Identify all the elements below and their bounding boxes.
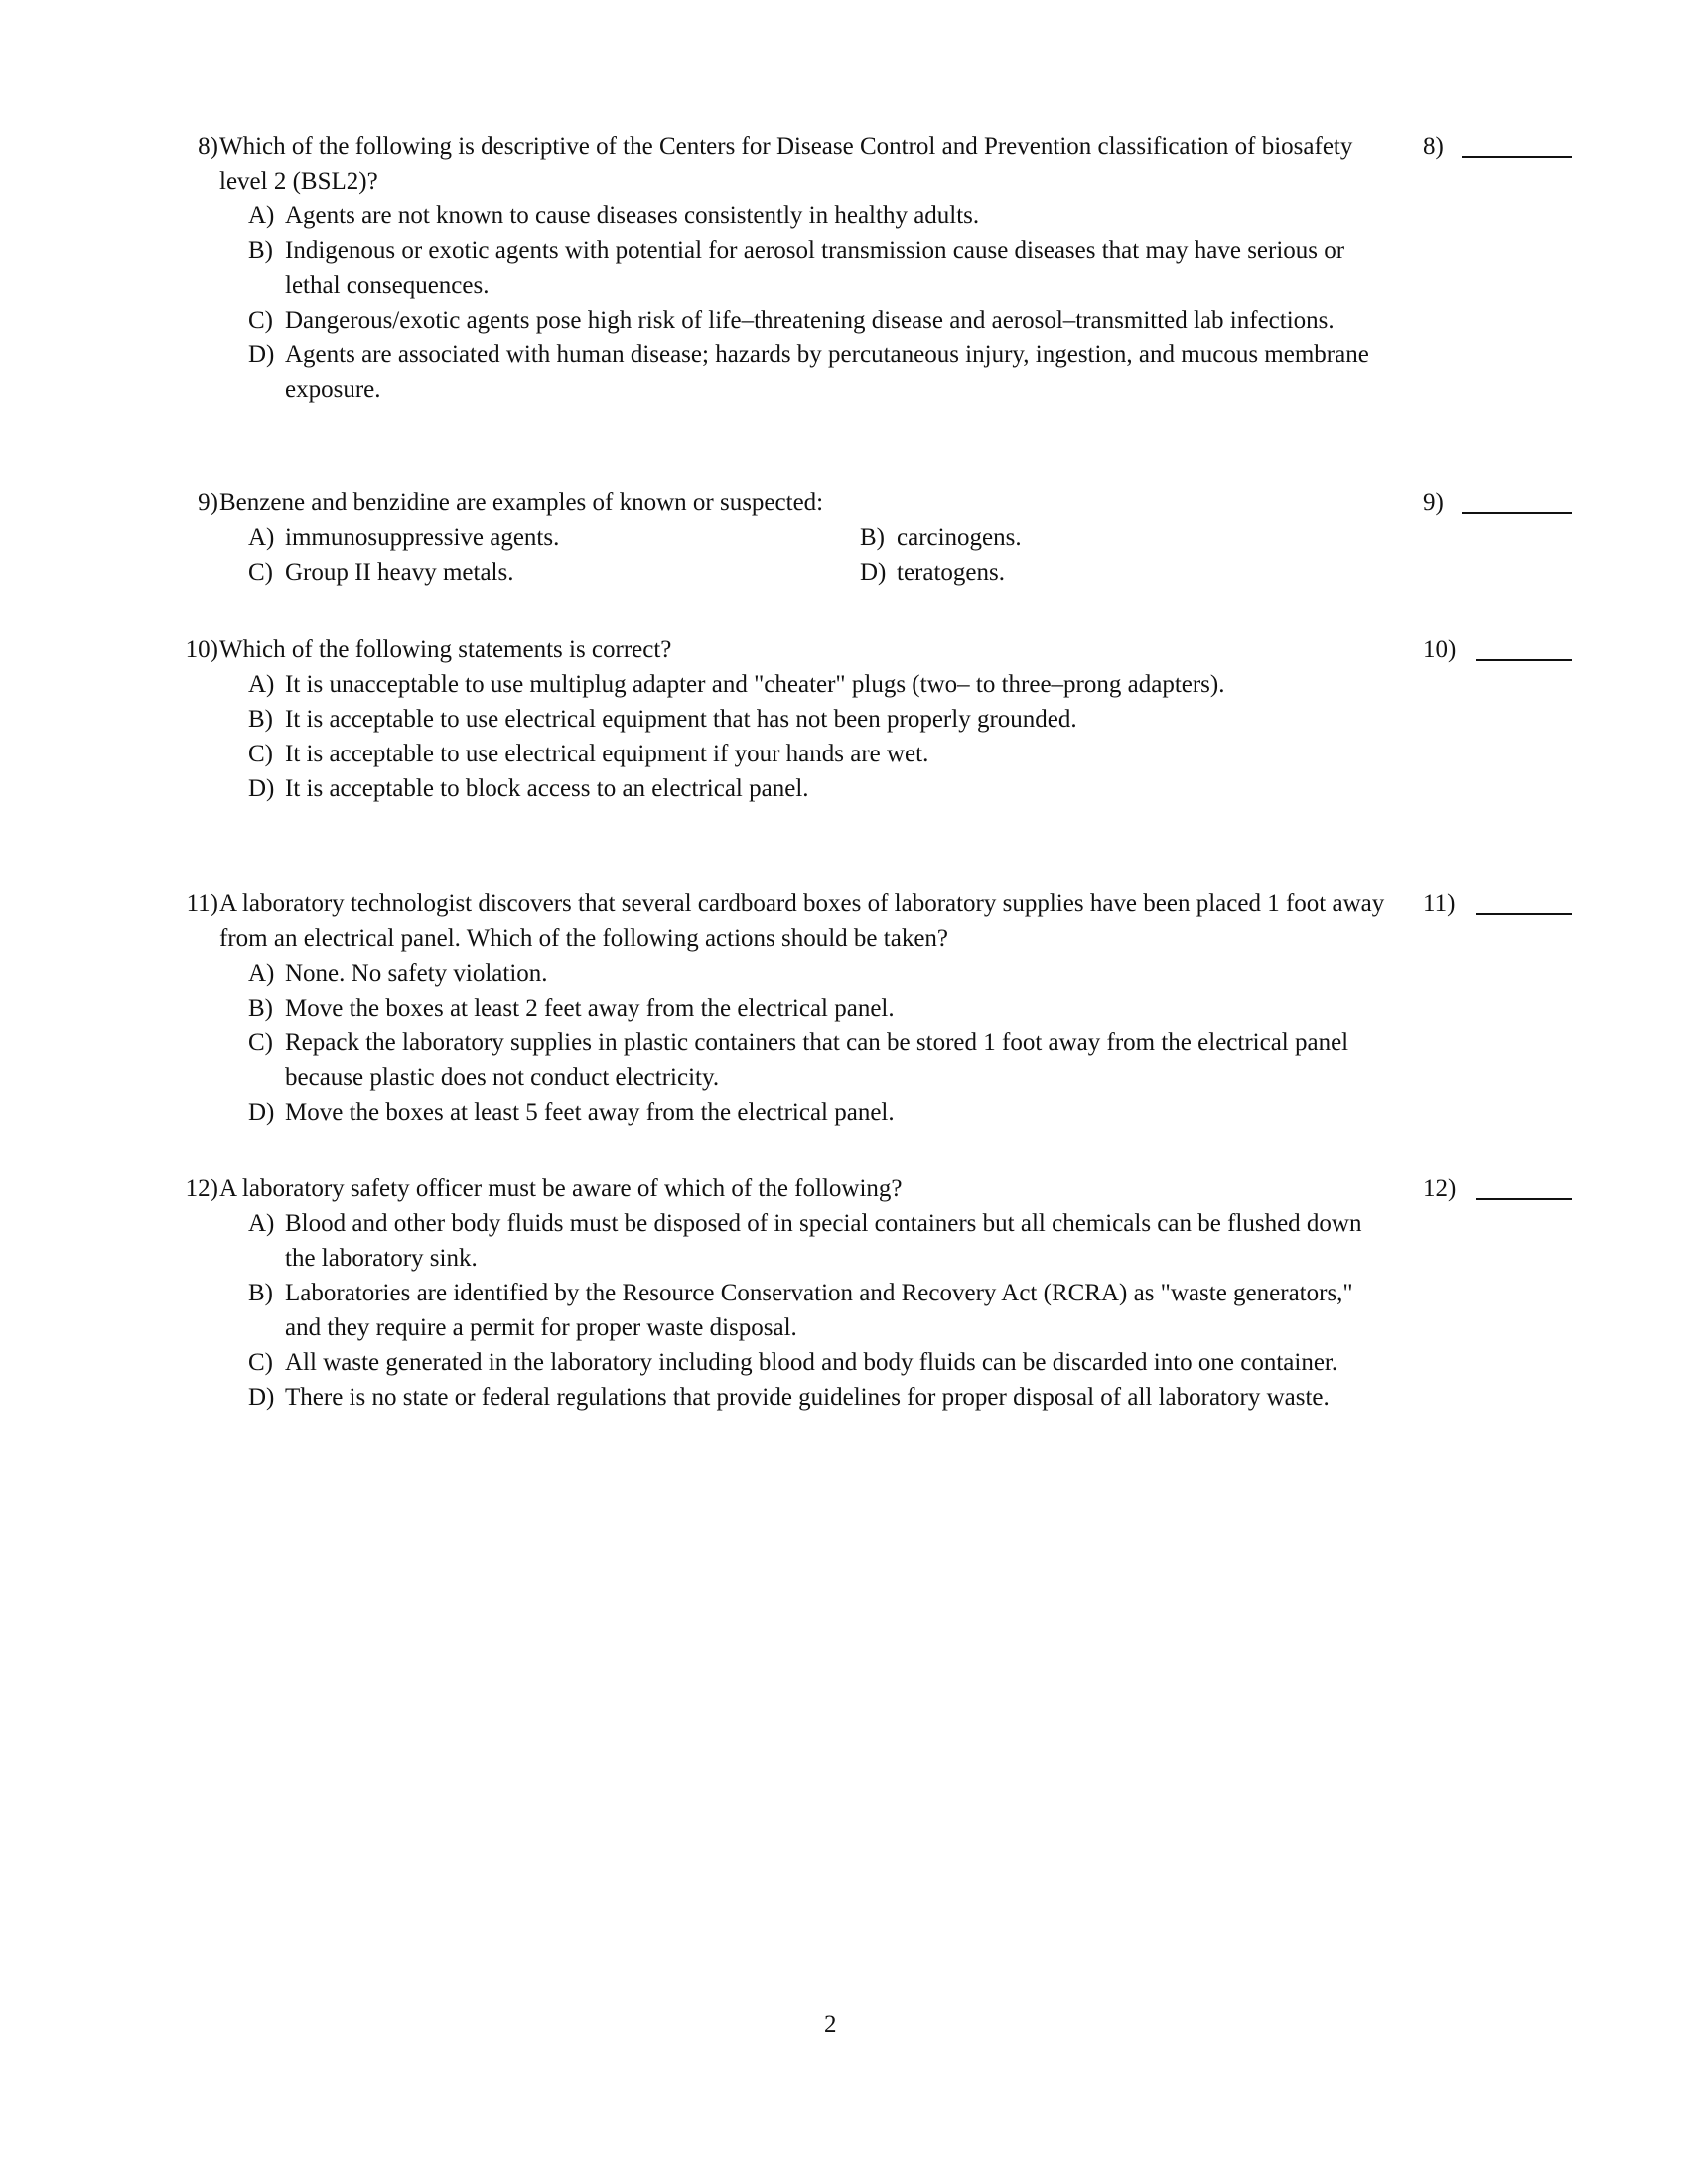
answer-blank[interactable] [1476,1198,1572,1200]
answer-number: 9) [1423,489,1444,516]
question-stem: A laboratory safety officer must be aware of which of the following? [219,1175,903,1202]
answer-option [248,1025,1390,1095]
option-label: B) [860,524,885,551]
answer-option [248,555,860,590]
option-label: D) [860,559,887,586]
option-text: carcinogens. [897,524,1022,551]
question-number: 10) [185,636,218,663]
option-text: All waste generated in the laboratory including blood and body fluids can be discarded into one container. [285,1349,1338,1376]
option-label: B) [248,237,273,264]
answer-blank[interactable] [1462,156,1572,158]
answer-option [248,737,1390,771]
question-stem: Benzene and benzidine are examples of known or suspected: [219,489,824,516]
option-text: There is no state or federal regulations that provide guidelines for proper disposal of all laboratory waste. [285,1384,1330,1411]
option-text: Group II heavy metals. [285,559,514,586]
option-label: A) [248,1210,275,1237]
option-text: Move the boxes at least 5 feet away from the electrical panel. [285,1099,895,1126]
answer-option [248,991,1390,1025]
option-text: It is acceptable to block access to an electrical panel. [285,775,809,802]
option-text: Agents are not known to cause diseases consistently in healthy adults. [285,203,980,229]
answer-number: 12) [1423,1175,1457,1202]
answer-option [248,667,1390,702]
option-label: A) [248,671,275,698]
option-label: A) [248,524,275,551]
answer-number: 11) [1423,890,1456,917]
answer-option [248,199,1390,233]
question-stem: Which of the following statements is correct? [219,636,672,663]
option-label: C) [248,741,273,767]
page-number: 2 [824,2011,837,2038]
option-text: It is acceptable to use electrical equipment if your hands are wet. [285,741,929,767]
answer-option [248,338,1390,407]
option-label: B) [248,706,273,733]
question-number: 9) [198,489,218,516]
option-label: D) [248,775,275,802]
option-text: Repack the laboratory supplies in plastic containers that can be stored 1 foot away from the electrical panel because plastic does not conduct electricity. [285,1029,1349,1091]
answer-option [860,520,1257,555]
answer-option [248,303,1390,338]
option-text: Dangerous/exotic agents pose high risk of life–threatening disease and aerosol–transmitted lab infections. [285,307,1335,334]
option-text: immunosuppressive agents. [285,524,560,551]
option-label: C) [248,559,273,586]
answer-option [248,1276,1390,1345]
option-text: teratogens. [897,559,1005,586]
option-text: It is unacceptable to use multiplug adapter and "cheater" plugs (two– to three–prong adapters). [285,671,1225,698]
question-number: 12) [185,1175,218,1202]
option-label: C) [248,307,273,334]
answer-option [248,956,1390,991]
answer-option [248,1206,1390,1276]
option-text: Indigenous or exotic agents with potential for aerosol transmission cause diseases that may have serious or lethal consequences. [285,237,1345,299]
answer-number: 10) [1423,636,1457,663]
answer-option [248,1095,1390,1130]
answer-blank[interactable] [1462,512,1572,514]
option-label: D) [248,1099,275,1126]
option-text: It is acceptable to use electrical equipment that has not been properly grounded. [285,706,1077,733]
option-label: A) [248,960,275,987]
option-text: Blood and other body fluids must be disposed of in special containers but all chemicals can be flushed down the laboratory sink. [285,1210,1362,1272]
answer-option [248,771,1390,806]
option-label: A) [248,203,275,229]
answer-blank[interactable] [1476,913,1572,915]
question-number: 11) [186,890,218,917]
answer-number: 8) [1423,133,1444,160]
option-label: C) [248,1349,273,1376]
option-text: Agents are associated with human disease; hazards by percutaneous injury, ingestion, and mucous membrane exposure. [285,341,1369,403]
answer-option [248,1345,1390,1380]
option-text: Move the boxes at least 2 feet away from the electrical panel. [285,995,895,1022]
answer-option [248,520,860,555]
option-label: D) [248,341,275,368]
option-label: D) [248,1384,275,1411]
option-label: B) [248,995,273,1022]
answer-option [248,1380,1390,1415]
option-label: C) [248,1029,273,1056]
question-stem: A laboratory technologist discovers that several cardboard boxes of laboratory supplies have been placed 1 foot away from an electrical panel. Which of the following actions should be taken? [219,890,1385,952]
option-text: None. No safety violation. [285,960,548,987]
question-number: 8) [198,133,218,160]
question-stem: Which of the following is descriptive of the Centers for Disease Control and Prevention classification of biosafety level 2 (BSL2)? [219,133,1353,195]
option-text: Laboratories are identified by the Resource Conservation and Recovery Act (RCRA) as "waste generators," and they require a permit for proper waste disposal. [285,1280,1353,1341]
answer-option [860,555,1257,590]
answer-option [248,702,1390,737]
answer-option [248,233,1390,303]
answer-blank[interactable] [1476,659,1572,661]
option-label: B) [248,1280,273,1306]
